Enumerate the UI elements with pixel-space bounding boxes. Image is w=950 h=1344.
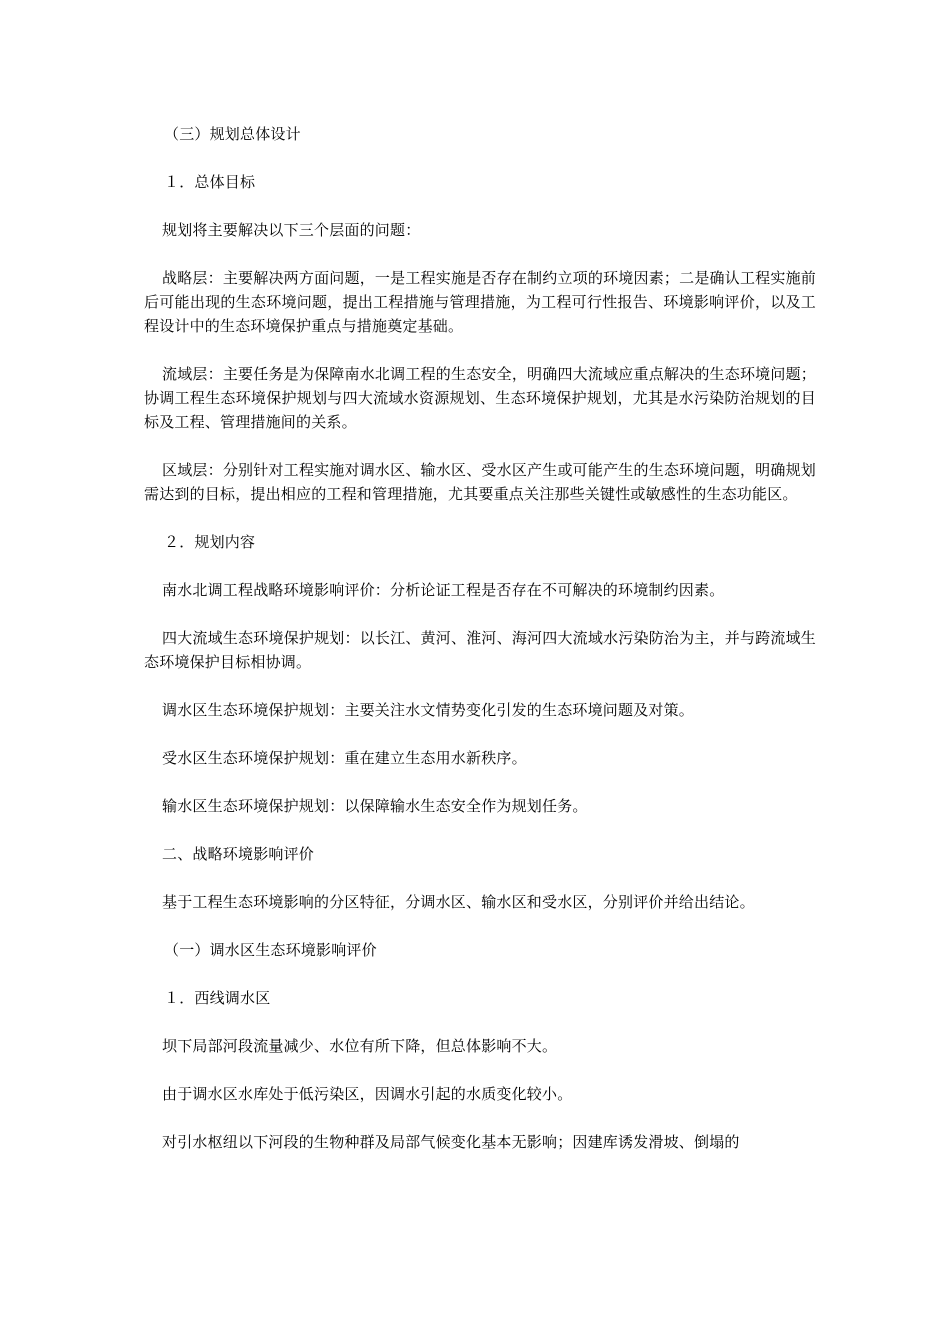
paragraph-water-quality: 由于调水区水库处于低污染区，因调水引起的水质变化较小。 <box>162 1085 573 1103</box>
paragraph-four-basins: 四大流域生态环境保护规划：以长江、黄河、淮河、海河四大流域水污染防治为主，并与跨流域生态环境保护目标相协调。 <box>144 629 816 671</box>
subheading-overall-goal: １．总体目标 <box>164 173 256 191</box>
paragraph-basin-level: 流域层：主要任务是为保障南水北调工程的生态安全，明确四大流域应重点解决的生态环境问题；协调工程生态环境保护规划与四大流域水资源规划、生态环境保护规划，尤其是水污染防治规划的目标及工程、管理措施间的关系。 <box>144 365 816 431</box>
paragraph-eia-basis: 基于工程生态环境影响的分区特征，分调水区、输水区和受水区，分别评价并给出结论。 <box>162 893 755 911</box>
subsection-heading-diversion-impact: （一）调水区生态环境影响评价 <box>164 941 377 959</box>
paragraph-receiving-area: 受水区生态环境保护规划：重在建立生态用水新秩序。 <box>162 749 527 767</box>
paragraph-biological-impact: 对引水枢纽以下河段的生物种群及局部气候变化基本无影响；因建库诱发滑坡、倒塌的 <box>162 1133 740 1151</box>
document-page <box>144 122 816 1154</box>
paragraph-intro: 规划将主要解决以下三个层面的问题： <box>162 221 421 239</box>
paragraph-strategic-level: 战略层：主要解决两方面问题，一是工程实施是否存在制约立项的环境因素；二是确认工程实施前后可能出现的生态环境问题，提出工程措施与管理措施，为工程可行性报告、环境影响评价，以及工程设计中的生态环境保护重点与措施奠定基础。 <box>144 269 816 335</box>
paragraph-regional-level: 区域层：分别针对工程实施对调水区、输水区、受水区产生或可能产生的生态环境问题，明确规划需达到的目标，提出相应的工程和管理措施，尤其要重点关注那些关键性或敏感性的生态功能区。 <box>144 461 816 503</box>
paragraph-downstream-flow: 坝下局部河段流量减少、水位有所下降，但总体影响不大。 <box>162 1037 558 1055</box>
paragraph-strategic-eia: 南水北调工程战略环境影响评价：分析论证工程是否存在不可解决的环境制约因素。 <box>162 581 725 599</box>
paragraph-diversion-area: 调水区生态环境保护规划：主要关注水文情势变化引发的生态环境问题及对策。 <box>162 701 695 719</box>
paragraph-conveyance-area: 输水区生态环境保护规划：以保障输水生态安全作为规划任务。 <box>162 797 588 815</box>
section-heading-strategic-eia: 二、战略环境影响评价 <box>162 845 315 863</box>
section-heading-overall-design: （三）规划总体设计 <box>164 125 301 143</box>
subheading-western-route: １．西线调水区 <box>164 989 271 1007</box>
subheading-plan-content: ２．规划内容 <box>164 533 256 551</box>
